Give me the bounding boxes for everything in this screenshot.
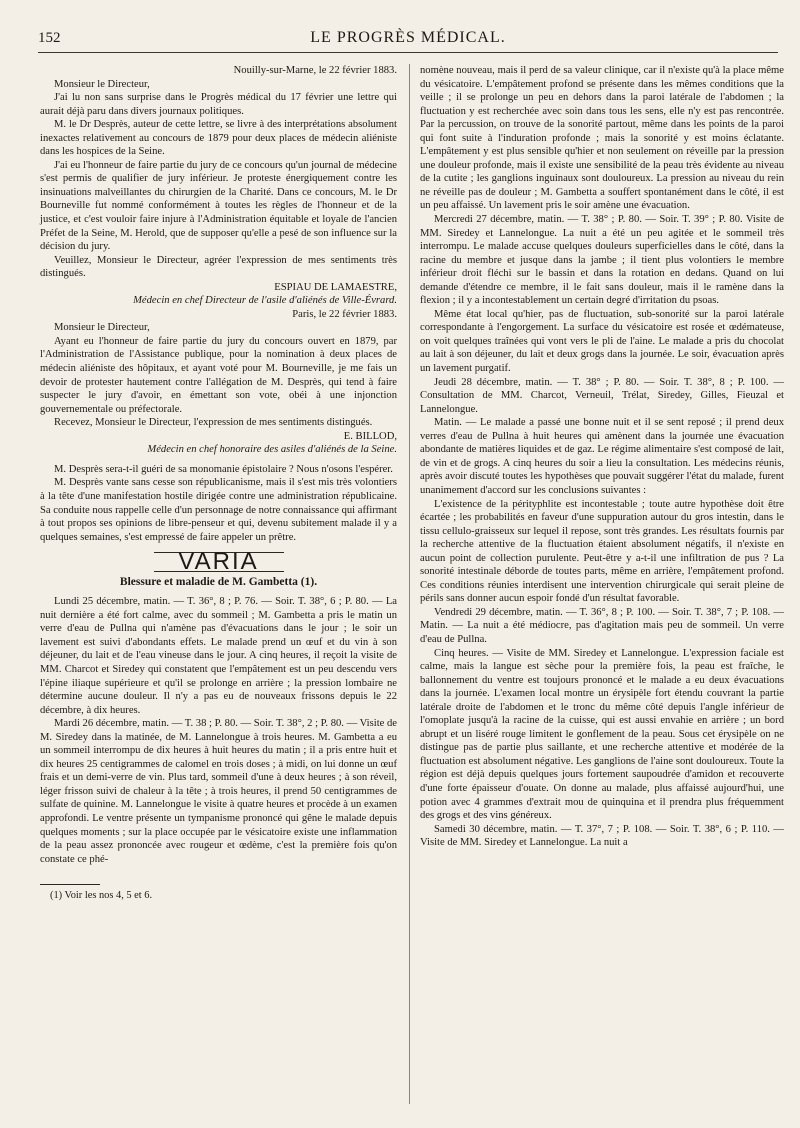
letter1-signature-title: Médecin en chef Directeur de l'asile d'aliénés de Ville-Évrard. — [133, 295, 397, 307]
letter2-signature-title: Médecin en chef honoraire des asiles d'aliénés de la Seine. — [147, 444, 397, 456]
article-paragraph: Cinq heures. — Visite de MM. Siredey et Lannelongue. L'expression faciale est calme, mais la langue est sèche pour la première fois, la peau est fraîche, le ballonnement du ventre est toujours prononcé et le malade a eu deux évacuations dans la journée. L'examen local montre un érysipèle fort étendu couvrant la partie latérale droite de l'abdomen et le tronc du même côté depuis l'angle inférieur de l'omoplate jusqu'à la racine de la cuisse, qui est aussi envahie en arrière ; un bord abrupt et un liséré rouge limitent le gonflement de la peau. Sous cet érysipèle on ne distingue pas de partie plus saillante, et une recherche attentive et modérée de la fluctuation est absolument négative. Les ganglions de l'aine sont douloureux. Toute la région est déjà depuis quelques jours fortement saupoudrée d'amidon et recouverte d'une forte épaisseur d'ouate. On donne au malade, plus affaissé aujourd'hui, une potion avec 4 grammes d'extrait mou de quinquina et il prendra plus fréquemment des grogs et des vins généreux. — [420, 647, 784, 822]
article-paragraph: nomène nouveau, mais il perd de sa valeur clinique, car il n'existe qu'à la place même du vésicatoire. L'empâtement profond se présente dans les mêmes conditions que la veille ; il se prolonge un peu en dehors dans la paroi latérale de l'abdomen ; la fluctuation y est recherchée avec soin dans tous les sens, elle n'y est pas rencontrée. Par la percussion, on trouve de la sonorité partout, même dans les points de la paroi qui font suite à l'induration profonde ; mais la sonorité y est moins éclatante. L'empâtement y est plus sensible qu'hier et non seulement on réveille par la pression une douleur profonde, mais il existe une sensibilité de la peau très évidente au niveau de la cutite ; les ganglions inguinaux sont douloureux. La pression au niveau du rein ne réveille pas de douleur ; M. Gambetta a souffert spontanément dans le côté, il est un peu affaissé. Un lavement pris le soir amène une évacuation. — [420, 65, 784, 212]
letter2-paragraph: Recevez, Monsieur le Directeur, l'expression de mes sentiments distingués. — [54, 417, 373, 429]
page-number: 152 — [38, 30, 61, 46]
footnote: (1) Voir les nos 4, 5 et 6. — [50, 890, 153, 902]
article-paragraph: Samedi 30 décembre, matin. — T. 37°, 7 ; P. 108. — Soir. T. 38°, 6 ; P. 110. — Visite de MM. Siredey et Lannelongue. La nuit a — [420, 823, 784, 849]
letter2-signature: E. BILLOD, — [343, 430, 397, 442]
letter1-dateline: Nouilly-sur-Marne, le 22 février 1883. — [233, 65, 397, 76]
letter2-salutation: Monsieur le Directeur, — [54, 322, 150, 334]
letter2-dateline: Paris, le 22 février 1883. — [292, 308, 397, 320]
article-paragraph: Vendredi 29 décembre, matin. — T. 36°, 8 ; P. 100. — Soir. T. 38°, 7 ; P. 108. — Matin. — La nuit a été médiocre, pas d'agitation mais peu de sommeil. Un verre d'eau de Pullna. — [420, 606, 784, 645]
section-heading — [40, 548, 397, 576]
letter1-salutation: Monsieur le Directeur, — [54, 78, 150, 90]
letter1-paragraph: J'ai eu l'honneur de faire partie du jury de ce concours qu'un journal de médecine s'est permis de qualifier de jury inférieur. Je proteste énergiquement contre les insinuations malveillantes du chirurgien de la Charité. Dans ce concours, M. le Dr Bourneville fut nommé conformément à toutes les règles de l'honneur et de la justice, et c'est vouloir faire injure à l'Administration équitable et loyale de l'ancien Préfet de la Seine, M. Herold, que de supposer qu'elle a pesé de son influence sur la décision du jury. — [40, 159, 397, 253]
page-header — [38, 26, 778, 53]
commentary-paragraph: M. Desprès sera-t-il guéri de sa monomanie épistolaire ? Nous n'osons l'espérer. — [54, 463, 393, 475]
article-title: Blessure et maladie de M. Gambetta (1). — [119, 575, 318, 588]
article-paragraph: L'existence de la pérityphlite est incontestable ; toute autre hypothèse doit être écartée ; les probabilités en faveur d'une suppuration autour du gros intestin, dans le tissu cellulo-graisseux sur lequel il repose, sont très grandes. Les résultats fournis par la recherche attentive de la fluctuation étaient absolument négatifs, il n'existe en aucun point de collection purulente. Peut-être y a-t-il une infiltration de pus ? La sonorité intestinale déborde de toutes parts, même en arrière, l'empâtement profond. Ces conditions réunies interdisent une intervention chirurgicale qui serait pleine de périls sans donner aucun espoir fondé d'un résultat favorable. — [420, 498, 784, 605]
letter1-paragraph: Veuillez, Monsieur le Directeur, agréer l'expression de mes sentiments très distingués. — [40, 254, 397, 280]
article-paragraph: Jeudi 28 décembre, matin. — T. 38° ; P. 80. — Soir. T. 38°, 8 ; P. 100. — Consultation de MM. Charcot, Verneuil, Trélat, Siredey, Gilles, Fieuzal et Lannelongue. — [420, 376, 784, 415]
article-paragraph: Mardi 26 décembre, matin. — T. 38 ; P. 80. — Soir. T. 38°, 2 ; P. 80. — Visite de M. Siredey dans la matinée, de M. Lannelongue à trois heures. M. Gambetta a eu un sommeil interrompu de dix heures à huit heures du matin ; il a pris entre huit et dix heures 25 centigrammes de calomel en trois doses ; à midi, on lui donne un œuf frais et un demi-verre de vin. Plus tard, sommeil d'une à deux heures ; à son réveil, léger frisson suivi de chaleur à la tête ; à trois heures, il prend 50 centigrammes de sulfate de quinine. M. Lannelongue le visite à quatre heures et procède à un examen approfondi. Le ventre présente un tympanisme prononcé qui gêne le malade depuis quelques moments ; sur la place occupée par le vésicatoire existe une inflammation de la peau assez prononcée avec rougeur et œdème, c'est la première fois qu'on constate ce phé- — [40, 718, 397, 865]
article-paragraph: Matin. — Le malade a passé une bonne nuit et il se sent reposé ; il prend deux verres d'eau de Pullna à huit heures qui amènent dans la journée une évacuation abondante de matières liquides et de gaz. Le régime alimentaire s'est composé de lait, de vin et de grogs. A cinq heures du soir a lieu la consultation. Les médecins réunis, après avoir discuté toutes les hypothèses que pouvait suggérer l'état du malade, furent unanimement d'accord sur les conclusions suivantes : — [420, 417, 784, 496]
commentary-paragraph: M. Desprès vante sans cesse son républicanisme, mais il s'est mis très volontiers à la tête d'une manifestation hostile dirigée contre une administration républicaine. Sa conduite nous rappelle celle d'un personnage de notre connaissance qui affirmant à tout propos ses opinions de libre-penseur et qui, devenu subitement malade il y a quelques semaines, s'est empressé de faire appeler un prêtre. — [40, 477, 397, 543]
letter1-paragraph: M. le Dr Desprès, auteur de cette lettre, se livre à des interprétations absolument inexactes relativement au concours de 1879 pour deux places de médecin aliéniste dans les hospices de la Seine. — [40, 119, 397, 158]
article-paragraph: Même état local qu'hier, pas de fluctuation, sub-sonorité sur la paroi latérale correspondante à l'engorgement. La surface du vésicatoire est rosée et œdémateuse, on voit quelques traînées qui vont vers le pli de l'aine. Le malade a pris du chocolat au lait à son déjeuner, du lait et deux grogs dans la journée. Le soir, évacuation après un lavement purgatif. — [420, 308, 784, 375]
right-column — [420, 64, 784, 850]
article-paragraph: Mercredi 27 décembre, matin. — T. 38° ; P. 80. — Soir. T. 39° ; P. 80. Visite de MM. Siredey et Lannelongue. La nuit a été un peu agitée et le sommeil très interrompu. Le malade accuse quelques douleurs superficielles dans le côté, dans la racine du membre et jusque dans la jambe ; il tient plus volontiers le membre inférieur droit fléchi sur le bassin et dans la rotation en dedans. Quand on lui demande d'étendre ce membre, il le fait sans douleur, mais il le ramène dans la flexion ; il y a incontestablement un certain degré d'irritation du psoas. — [420, 214, 784, 307]
letter1-paragraph: J'ai lu non sans surprise dans le Progrès médical du 17 février une lettre qui aurait déjà paru dans divers journaux politiques. — [40, 92, 397, 117]
left-column — [40, 64, 397, 903]
section-title: VARIA — [178, 548, 259, 576]
column-divider — [409, 64, 410, 1104]
letter2-paragraph: Ayant eu l'honneur de faire partie du jury du concours ouvert en 1879, par l'Administration de l'Assistance publique, pour la nomination à deux places de médecin aliéniste des hôpitaux, et ayant voté pour M. Bourneville, je me fais un devoir de protester hautement contre l'allégation de M. Desprès, qui tend à faire suspecter le jury d'avoir, en émettant son vote, obéi à une injonction gouvernementale ou préfectorale. — [40, 335, 397, 415]
article-paragraph: Lundi 25 décembre, matin. — T. 36°, 8 ; P. 76. — Soir. T. 38°, 6 ; P. 80. — La nuit dernière a été fort calme, avec du sommeil ; M. Gambetta a pris le matin un verre d'eau de Pullna qui n'amène pas d'évacuations dans le jour ; le soir un lavement est suivi d'abondants effets. Le malade prend un œuf et du vin à son déjeuner, du lait et de l'eau vineuse dans le jour. A cinq heures, il reçoit la visite de MM. Charcot et Siredey qui constatent que l'empâtement est un peu descendu vers l'épine iliaque supérieure et qu'il se prolonge en arrière ; la pression lombaire ne détermine aucune douleur. Il n'y a pas eu de nouveaux frissons depuis le 22 décembre, à dix heures. — [40, 596, 397, 716]
letter1-signature: ESPIAU DE LAMAESTRE, — [274, 281, 397, 293]
footnote-rule — [40, 884, 100, 885]
running-title: LE PROGRÈS MÉDICAL. — [310, 29, 506, 46]
